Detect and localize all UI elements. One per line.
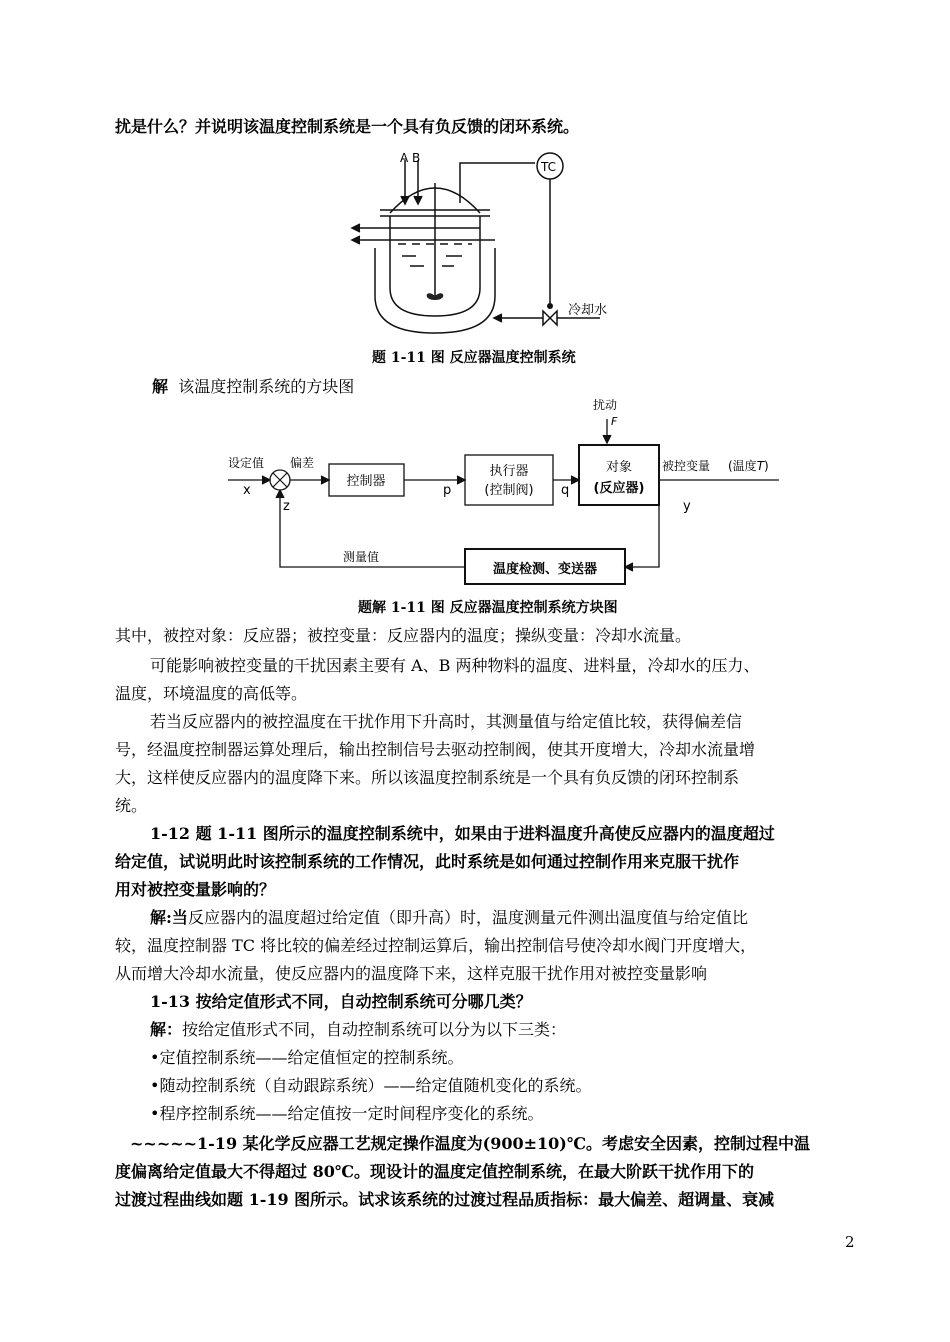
label-controller: 控制器 (346, 474, 386, 489)
question-text: 扰是什么？并说明该温度控制系统是一个具有负反馈的闭环系统。 (115, 117, 580, 136)
label-cooling-water: 冷却水 (568, 303, 608, 318)
label-disturbance: 扰动 (593, 398, 618, 412)
answer-1-13: 解：按给定值形式不同，自动控制系统可以分为以下三类： (150, 1020, 567, 1039)
paragraph-line: 较，温度控制器 TC 将比较的偏差经过控制运算后，输出控制信号使冷却水阀门开度增大， (115, 936, 757, 955)
answer-intro: 解 该温度控制系统的方块图 (152, 377, 355, 396)
label-error: 偏差 (290, 456, 315, 470)
label-x: x (243, 483, 251, 498)
liquid-dashes (402, 256, 462, 266)
label-ab: A B (400, 151, 421, 165)
feed-arrows (401, 196, 422, 204)
question-1-19: 过渡过程曲线如题 1-19 图所示。试求该系统的过渡过程品质指标：最大偏差、超调量、衰减 (115, 1190, 775, 1209)
label-p: p (443, 483, 452, 498)
outlet-arrow (352, 224, 360, 244)
label-setpoint: 设定值 (228, 456, 265, 470)
label-actuator-1: 执行器 (489, 464, 529, 479)
paragraph-line: 温度，环境温度的高低等。 (115, 684, 308, 703)
paragraph-line: 号，经温度控制器运算处理后，输出控制信号去驱动控制阀，使其开度增大，冷却水流量增 (115, 740, 756, 759)
label-tc: TC (541, 160, 557, 174)
block-diagram (225, 397, 785, 592)
label-z: z (283, 499, 290, 514)
paragraph-line: 统。 (115, 796, 148, 815)
label-controlled-var: 被控变量 (662, 459, 711, 473)
question-1-19: ~~~~~1-19 某化学反应器工艺规定操作温度为(900±10)℃。考虑安全因素，控制过程中温 (130, 1134, 811, 1153)
question-1-12: 用对被控变量影响的？ (115, 880, 276, 899)
paragraph-line: 其中，被控对象：反应器；被控变量：反应器内的温度；操纵变量：冷却水流量。 (115, 626, 692, 645)
question-1-13: 1-13 按给定值形式不同，自动控制系统可分哪几类？ (150, 992, 532, 1011)
label-actuator-2: (控制阀) (484, 483, 534, 498)
label-y: y (683, 499, 691, 514)
paragraph-line: 从而增大冷却水流量，使反应器内的温度降下来，这样克服干扰作用对被控变量影响 (115, 964, 708, 983)
figure-caption-2: 题解 1-11 图 反应器温度控制系统方块图 (358, 600, 618, 616)
list-item: •随动控制系统（自动跟踪系统）——给定值随机变化的系统。 (150, 1076, 592, 1095)
page-number: 2 (845, 1233, 855, 1251)
reactor-diagram (350, 148, 620, 338)
question-1-19: 度偏离给定值最大不得超过 80℃。现设计的温度定值控制系统，在最大阶跃干扰作用下的 (115, 1162, 755, 1181)
label-q: q (561, 483, 570, 498)
object-block (579, 445, 659, 505)
label-transmitter: 温度检测、变送器 (492, 562, 598, 577)
question-1-12: 1-12 题 1-11 图所示的温度控制系统中，如果由于进料温度升高使反应器内的温度超过 (150, 824, 775, 843)
question-1-12: 给定值，试说明此时该控制系统的工作情况，此时系统是如何通过控制作用来克服干扰作 (115, 852, 740, 871)
paragraph-line: 大，这样使反应器内的温度降下来。所以该温度控制系统是一个具有负反馈的闭环控制系 (115, 768, 740, 787)
list-item: •定值控制系统——给定值恒定的控制系统。 (150, 1048, 464, 1067)
label-measured: 测量值 (343, 550, 380, 564)
answer-1-12: 解:当反应器内的温度超过给定值（即升高）时，温度测量元件测出温度值与给定值比 (150, 908, 748, 927)
label-f: F (611, 415, 618, 428)
label-temp: (温度T) (728, 459, 769, 473)
cooling-arrow (494, 314, 502, 322)
figure-caption-1: 题 1-11 图 反应器温度控制系统 (372, 350, 576, 366)
list-item: •程序控制系统——给定值按一定时间程序变化的系统。 (150, 1104, 544, 1123)
sensor-line (460, 163, 535, 203)
label-object-2: (反应器) (593, 481, 645, 496)
valve-icon (543, 311, 557, 325)
paragraph-line: 可能影响被控变量的干扰因素主要有 A、B 两种物料的温度、进料量，冷却水的压力、 (150, 656, 760, 675)
label-object-1: 对象 (605, 460, 633, 475)
paragraph-line: 若当反应器内的被控温度在干扰作用下升高时，其测量值与给定值比较，获得偏差信 (150, 712, 743, 731)
